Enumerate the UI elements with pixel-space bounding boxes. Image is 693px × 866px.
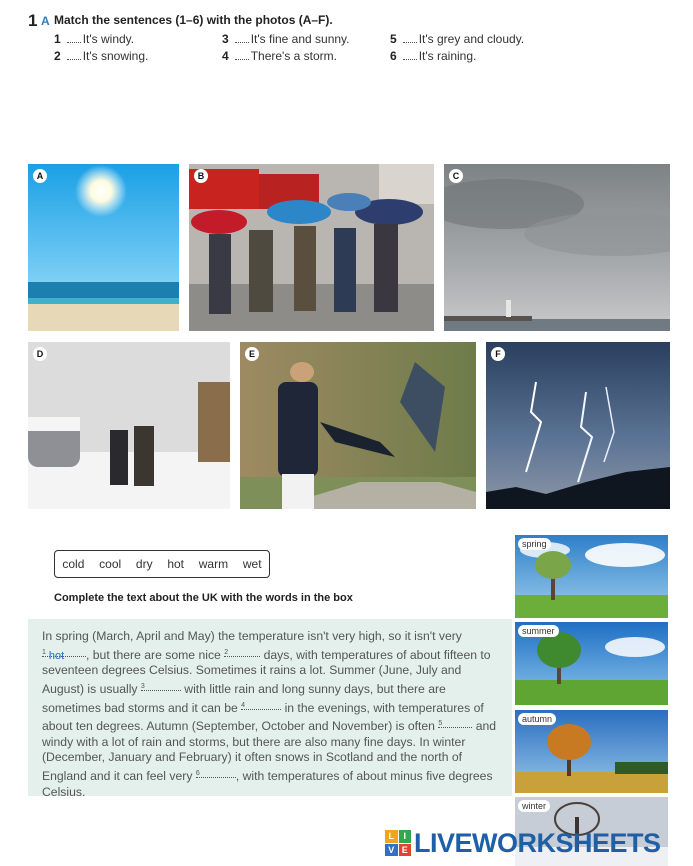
gap-1[interactable]: $^1$ hot (42, 645, 86, 657)
word-option[interactable]: hot (167, 557, 185, 571)
word-option[interactable]: cold (62, 557, 85, 571)
sentence-item: 3 It's fine and sunny. (222, 32, 350, 46)
photo-label: B (194, 169, 208, 183)
photo-snowing (28, 342, 230, 509)
photo-cloudy (444, 164, 670, 331)
photo-label: D (33, 347, 47, 361)
sentence-item: 4 There's a storm. (222, 49, 338, 63)
answer-blank[interactable] (403, 32, 417, 43)
word-option[interactable]: dry (135, 557, 153, 571)
logo-mark-icon: L I V E (385, 830, 411, 856)
answer-blank[interactable] (235, 49, 249, 60)
exercise-number: 1 (28, 11, 38, 30)
answer-blank[interactable] (67, 32, 81, 43)
exercise-letter: A (41, 14, 50, 28)
logo-text: LIVEWORKSHEETS (414, 827, 661, 858)
gap-5[interactable]: 5 (438, 716, 472, 728)
photo-label: A (33, 169, 47, 183)
photo-storm (486, 342, 670, 509)
complete-instruction: Complete the text about the UK with the words in the box (54, 592, 353, 604)
season-photo-summer (515, 622, 668, 705)
photo-rain (189, 164, 434, 331)
season-label: autumn (518, 713, 556, 725)
photo-windy (240, 342, 476, 509)
photo-label: F (491, 347, 505, 361)
sentence-item: 1 It's windy. (54, 32, 135, 46)
photo-label: E (245, 347, 259, 361)
photo-label: C (449, 169, 463, 183)
sentence-item: 5 It's grey and cloudy. (390, 32, 525, 46)
gap-6[interactable]: 6 (196, 766, 236, 778)
gap-3[interactable]: 3 (141, 679, 181, 691)
season-label: summer (518, 625, 559, 637)
gap-4[interactable]: 4 (241, 698, 281, 710)
word-option[interactable]: cool (99, 557, 122, 571)
word-box (54, 550, 270, 578)
sentence-item: 2 It's snowing. (54, 49, 149, 63)
answer-blank[interactable] (235, 32, 249, 43)
gap-answer: hot (48, 649, 65, 662)
season-label: winter (518, 800, 550, 812)
liveworksheets-logo (385, 826, 685, 860)
word-option[interactable]: wet (242, 557, 262, 571)
answer-blank[interactable] (67, 49, 81, 60)
season-photo-spring (515, 535, 668, 618)
uk-text-box (28, 619, 512, 799)
gap-2[interactable]: 2 (224, 645, 260, 657)
photo-sunny (28, 164, 179, 331)
sentence-item: 6 It's raining. (390, 49, 477, 63)
word-option[interactable]: warm (198, 557, 229, 571)
exercise-instruction: Match the sentences (1–6) with the photos (A–F). (54, 13, 333, 27)
answer-blank[interactable] (403, 49, 417, 60)
season-label: spring (518, 538, 551, 550)
uk-text: In spring (March, April and May) the temperature isn't very high, so it isn't very $^1$ hot , but there are some nice $^2$ days, with temperatures of about fifteen to seventeen degrees Celsius. Sometimes it rains a lot. Summer (June, July and August) is usually $^3$ with little rain and long sunny days, but there are sometimes bad storms and it can be $^4$ in the evenings, with temperatures of about ten degrees. Autumn (September, October and November) is often $^5$ and windy with a lot of rain and storms, but there are also many fine days. In winter (December, January and February) it often snows in Scotland and the north of England and it can feel very $^6$ , with temperatures of about minus five degrees Celsius. (42, 629, 497, 799)
season-photo-autumn (515, 710, 668, 793)
